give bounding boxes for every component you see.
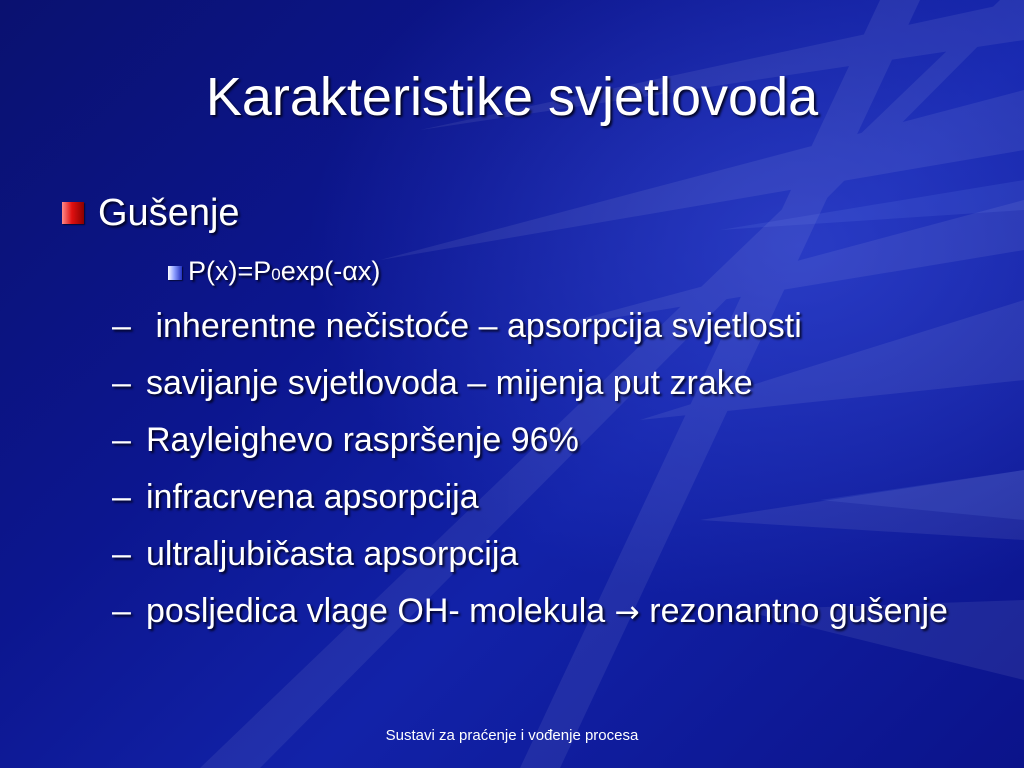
bullet-level1 bbox=[62, 188, 240, 238]
right-arrow-icon: → bbox=[614, 595, 640, 630]
dash-marker: – bbox=[112, 364, 131, 402]
list-item-text bbox=[146, 587, 992, 637]
dash-marker: – bbox=[112, 478, 131, 516]
slide-title: Karakteristike svjetlovoda bbox=[205, 67, 819, 127]
list-item bbox=[112, 302, 992, 350]
dash-marker: – bbox=[112, 421, 131, 459]
formula-subscript: 0 bbox=[271, 265, 281, 284]
dash-marker: – bbox=[112, 307, 131, 345]
blue-square-bullet-icon bbox=[168, 266, 182, 280]
bullet-level1-text: Gušenje bbox=[98, 192, 240, 234]
list-item-text: infracrvena apsorpcija bbox=[146, 478, 479, 516]
dash-list bbox=[112, 302, 992, 646]
list-item bbox=[112, 587, 992, 637]
last-item-text-before: posljedica vlage OH- molekula bbox=[146, 592, 615, 630]
list-item-text: Rayleighevo raspršenje 96% bbox=[146, 421, 579, 459]
dash-marker: – bbox=[112, 592, 131, 630]
formula-text bbox=[188, 253, 380, 293]
dash-marker: – bbox=[112, 535, 131, 573]
list-item bbox=[112, 416, 992, 464]
list-item bbox=[112, 530, 992, 578]
list-item-text: savijanje svjetlovoda – mijenja put zrake bbox=[146, 364, 753, 402]
last-item-text-after: rezonantno gušenje bbox=[639, 592, 948, 630]
formula-part2: exp(-αx) bbox=[280, 256, 381, 286]
red-square-bullet-icon bbox=[62, 202, 84, 224]
list-item-text: ultraljubičasta apsorpcija bbox=[146, 535, 519, 573]
list-item bbox=[112, 359, 992, 407]
list-item bbox=[112, 473, 992, 521]
formula-part1: P(x)=P bbox=[188, 256, 272, 286]
bullet-level2-formula bbox=[168, 253, 380, 293]
list-item-text: inherentne nečistoće – apsorpcija svjetlosti bbox=[146, 307, 802, 345]
slide-footer: Sustavi za praćenje i vođenje procesa bbox=[385, 727, 639, 744]
